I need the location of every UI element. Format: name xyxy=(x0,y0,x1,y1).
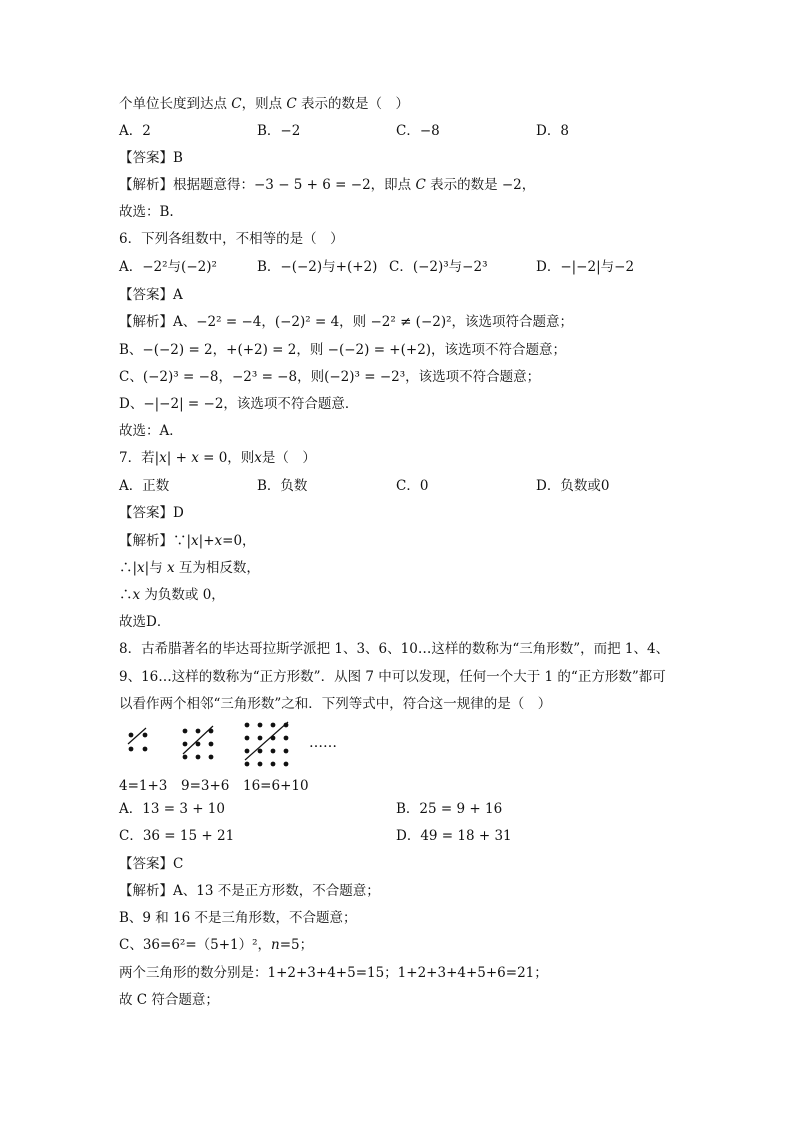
figure-caption-16: 16=6+10 xyxy=(243,778,309,794)
q8-explanation-a: 【解析】A、13 不是正方形数，不合题意； xyxy=(119,883,380,899)
q8-explanation-b: B、9 和 16 不是三角形数，不合题意； xyxy=(119,910,357,926)
q7-explanation-3: ∴𝑥 为负数或 0， xyxy=(119,587,225,603)
q6-explanation-c: C、(−2)³ = −8，−2³ = −8，则(−2)³ = −2³，该选项不符合题意； xyxy=(119,369,541,385)
q6-answer: 【答案】A xyxy=(119,287,183,303)
q8-explanation-conclusion: 故 C 符合题意； xyxy=(119,992,219,1008)
q7-option-c: C．0 xyxy=(396,478,429,494)
dot-group-4 xyxy=(128,728,147,751)
q8-stem-line-3: 以看作两个相邻“三角形数”之和．下列等式中，符合这一规律的是（ ） xyxy=(119,696,552,712)
q8-option-a: A．13 = 3 + 10 xyxy=(119,801,225,817)
dot-group-16 xyxy=(245,722,289,766)
q8-stem-line-2: 9、16…这样的数称为“正方形数”．从图 7 中可以发现，任何一个大于 1 的“正方形数”都可 xyxy=(119,669,666,685)
figure-caption-9: 9=3+6 xyxy=(181,778,230,794)
q5-option-c: C．−8 xyxy=(396,123,440,139)
q5-option-a: A．2 xyxy=(119,123,151,139)
q5-stem-continuation: 个单位长度到达点 𝐶，则点 𝐶 表示的数是（ ） xyxy=(119,96,410,112)
q8-explanation-c: C、36=6²=（5+1）²，𝑛=5； xyxy=(119,937,314,953)
q6-option-c: C．(−2)³与−2³ xyxy=(389,259,488,275)
dot-group-9 xyxy=(183,726,214,759)
q5-option-d: D．8 xyxy=(536,123,569,139)
q6-explanation-b: B、−(−2) = 2，+(+2) = 2，则 −(−2) = +(+2)，该选项不符合题意； xyxy=(119,342,567,358)
q6-stem: 6．下列各组数中，不相等的是（ ） xyxy=(119,231,344,247)
q8-option-c: C．36 = 15 + 21 xyxy=(119,828,235,844)
q6-option-b: B．−(−2)与+(+2) xyxy=(257,259,378,275)
q6-option-d: D．−|−2|与−2 xyxy=(536,259,635,275)
figure-ellipsis: …… xyxy=(309,735,337,751)
q7-explanation-2: ∴|𝑥|与 𝑥 互为相反数， xyxy=(119,560,260,576)
q6-option-a: A．−2²与(−2)² xyxy=(119,259,217,275)
q8-stem-line-1: 8．古希腊著名的毕达哥拉斯学派把 1、3、6、10…这样的数称为“三角形数”，而把 1、4、 xyxy=(119,641,670,657)
q7-option-a: A．正数 xyxy=(119,478,170,494)
q7-selection: 故选D． xyxy=(119,614,171,630)
q8-explanation-sums: 两个三角形的数分别是：1+2+3+4+5=15；1+2+3+4+5+6=21； xyxy=(119,965,548,981)
q8-answer: 【答案】C xyxy=(119,856,184,872)
figure-caption-4: 4=1+3 xyxy=(119,778,168,794)
q5-answer: 【答案】B xyxy=(119,150,183,166)
q7-stem: 7．若|𝑥| + 𝑥 = 0，则𝑥是（ ） xyxy=(119,450,316,466)
q7-explanation-1: 【解析】∵|𝑥|+𝑥=0， xyxy=(119,533,256,549)
q5-explanation: 【解析】根据题意得：−3 − 5 + 6 = −2，即点 𝐶 表示的数是 −2， xyxy=(119,177,536,193)
q5-selection: 故选：B. xyxy=(119,204,174,220)
q7-answer: 【答案】D xyxy=(119,505,184,521)
q5-option-b: B．−2 xyxy=(257,123,301,139)
divider-line xyxy=(245,722,288,760)
q8-option-d: D．49 = 18 + 31 xyxy=(396,828,512,844)
q7-option-d: D．负数或0 xyxy=(536,478,610,494)
q6-selection: 故选：A． xyxy=(119,423,183,439)
q8-option-b: B．25 = 9 + 16 xyxy=(396,801,503,817)
square-number-dot-figure xyxy=(119,720,499,782)
q7-option-b: B．负数 xyxy=(257,478,308,494)
q6-explanation-a: 【解析】A、−2² = −4，(−2)² = 4，则 −2² ≠ (−2)²，该选项符合题意； xyxy=(119,314,574,330)
q6-explanation-d: D、−|−2| = −2，该选项不符合题意． xyxy=(119,396,359,412)
